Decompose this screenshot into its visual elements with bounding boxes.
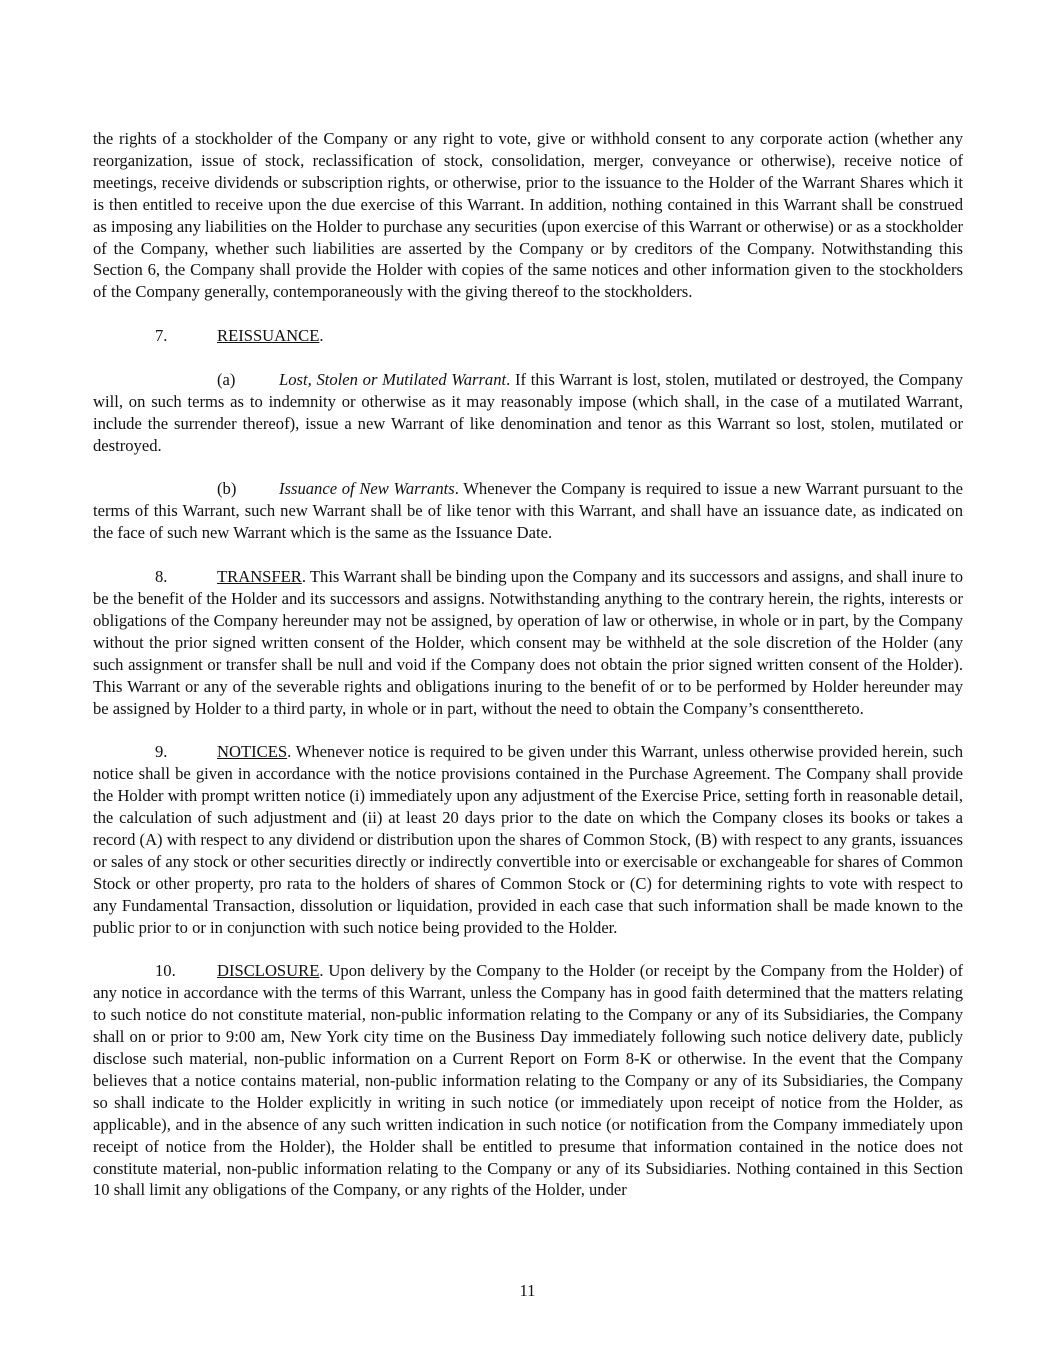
section-10-number: 10.: [155, 961, 176, 981]
section-8-paragraph: [93, 566, 963, 719]
section-10-paragraph: [93, 960, 963, 1201]
section-9-title: NOTICES: [217, 742, 288, 762]
section-7-number: 7.: [155, 326, 168, 346]
section-7a-text: . If this Warrant is lost, stolen, mutilated or destroyed, the Company will, on such terms as to indemnity or otherwise as it may reasonably impose (which shall, in the case of a mutilated Warrant, include the surrender thereof), issue a new Warrant of like denomination and tenor as this Warrant so lost, stolen, mutilated or destroyed.: [93, 369, 963, 455]
page-number: 11: [519, 1281, 536, 1300]
section-7-heading: 7. REISSUANCE.: [155, 326, 324, 346]
section-8-title: TRANSFER: [217, 567, 302, 587]
section-7a-title: Lost, Stolen or Mutilated Warrant: [279, 369, 507, 389]
section-9-number: 9.: [155, 742, 168, 762]
section-9-text: . Whenever notice is required to be given under this Warrant, unless otherwise provided herein, such notice shall be given in accordance with the notice provisions contained in the Purchase Agreement. The Company shall provide the Holder with prompt written notice (i) immediately upon any adjustment of the Exercise Price, setting forth in reasonable detail, the calculation of such adjustment and (ii) at least 20 days prior to the date on which the Company closes its books or takes a record (A) with respect to any dividend or distribution upon the shares of Common Stock, (B) with respect to any grants, issuances or sales of any stock or other securities directly or indirectly convertible into or exercisable or exchangeable for shares of Common Stock or other property, pro rata to the holders of shares of Common Stock or (C) for determining rights to vote with respect to any Fundamental Transaction, dissolution or liquidation, provided in each case that such information shall be made known to the public prior to or in conjunction with such notice being provided to the Holder.: [93, 742, 963, 937]
section-7a-label: (a): [217, 369, 236, 389]
section-7a-paragraph: [93, 369, 963, 457]
section-7b-label: (b): [217, 479, 237, 499]
section-10-title: DISCLOSURE: [217, 961, 320, 981]
continuation-paragraph: the rights of a stockholder of the Company or any right to vote, give or withhold consent to any corporate action (whether any reorganization, issue of stock, reclassification of stock, consolidation, merger, conveyance or otherwise), receive notice of meetings, receive dividends or subscription rights, or otherwise, prior to the issuance to the Holder of the Warrant Shares which it is then entitled to receive upon the due exercise of this Warrant. In addition, nothing contained in this Warrant shall be construed as imposing any liabilities on the Holder to purchase any securities (upon exercise of this Warrant or otherwise) or as a stockholder of the Company, whether such liabilities are asserted by the Company or by creditors of the Company. Notwithstanding this Section 6, the Company shall provide the Holder with copies of the same notices and other information given to the stockholders of the Company generally, contemporaneously with the giving thereof to the stockholders.: [93, 129, 963, 302]
document-page: [93, 128, 963, 1223]
section-8-text: . This Warrant shall be binding upon the Company and its successors and assigns, and shall inure to be the benefit of the Holder and its successors and assigns. Notwithstanding anything to the contrary herein, the rights, interests or obligations of the Company hereunder may not be assigned, by operation of law or otherwise, in whole or in part, by the Company without the prior signed written consent of the Holder, which consent may be withheld at the sole discretion of the Holder (any such assignment or transfer shall be null and void if the Company does not obtain the prior signed written consent of the Holder). This Warrant or any of the severable rights and obligations inuring to the benefit of or to be performed by Holder hereunder may be assigned by Holder to a third party, in whole or in part, without the need to obtain the Company’s consentthereto.: [93, 567, 963, 718]
section-7b-paragraph: [93, 478, 963, 544]
section-7-title: REISSUANCE: [217, 326, 320, 346]
section-9-paragraph: [93, 741, 963, 938]
section-10-text: . Upon delivery by the Company to the Holder (or receipt by the Company from the Holder) of any notice in accordance with the terms of this Warrant, unless the Company has in good faith determined that the matters relating to such notice do not constitute material, non-public information relating to the Company or any of its Subsidiaries, the Company shall on or prior to 9:00 am, New York city time on the Business Day immediately following such notice delivery date, publicly disclose such material, non-public information on a Current Report on Form 8-K or otherwise. In the event that the Company believes that a notice contains material, non-public information relating to the Company or any of its Subsidiaries, the Company so shall indicate to the Holder explicitly in writing in such notice (or immediately upon receipt of notice from the Holder, as applicable), and in the absence of any such written indication in such notice (or notification from the Company immediately upon receipt of notice from the Holder), the Holder shall be entitled to presume that information contained in the notice does not constitute material, non-public information relating to the Company or any of its Subsidiaries. Nothing contained in this Section 10 shall limit any obligations of the Company, or any rights of the Holder, under: [93, 961, 963, 1200]
section-7b-text: . Whenever the Company is required to issue a new Warrant pursuant to the terms of this Warrant, such new Warrant shall be of like tenor with this Warrant, and shall have an issuance date, as indicated on the face of such new Warrant which is the same as the Issuance Date.: [93, 479, 963, 543]
section-7b-title: Issuance of New Warrants: [279, 479, 455, 499]
section-8-number: 8.: [155, 567, 168, 587]
